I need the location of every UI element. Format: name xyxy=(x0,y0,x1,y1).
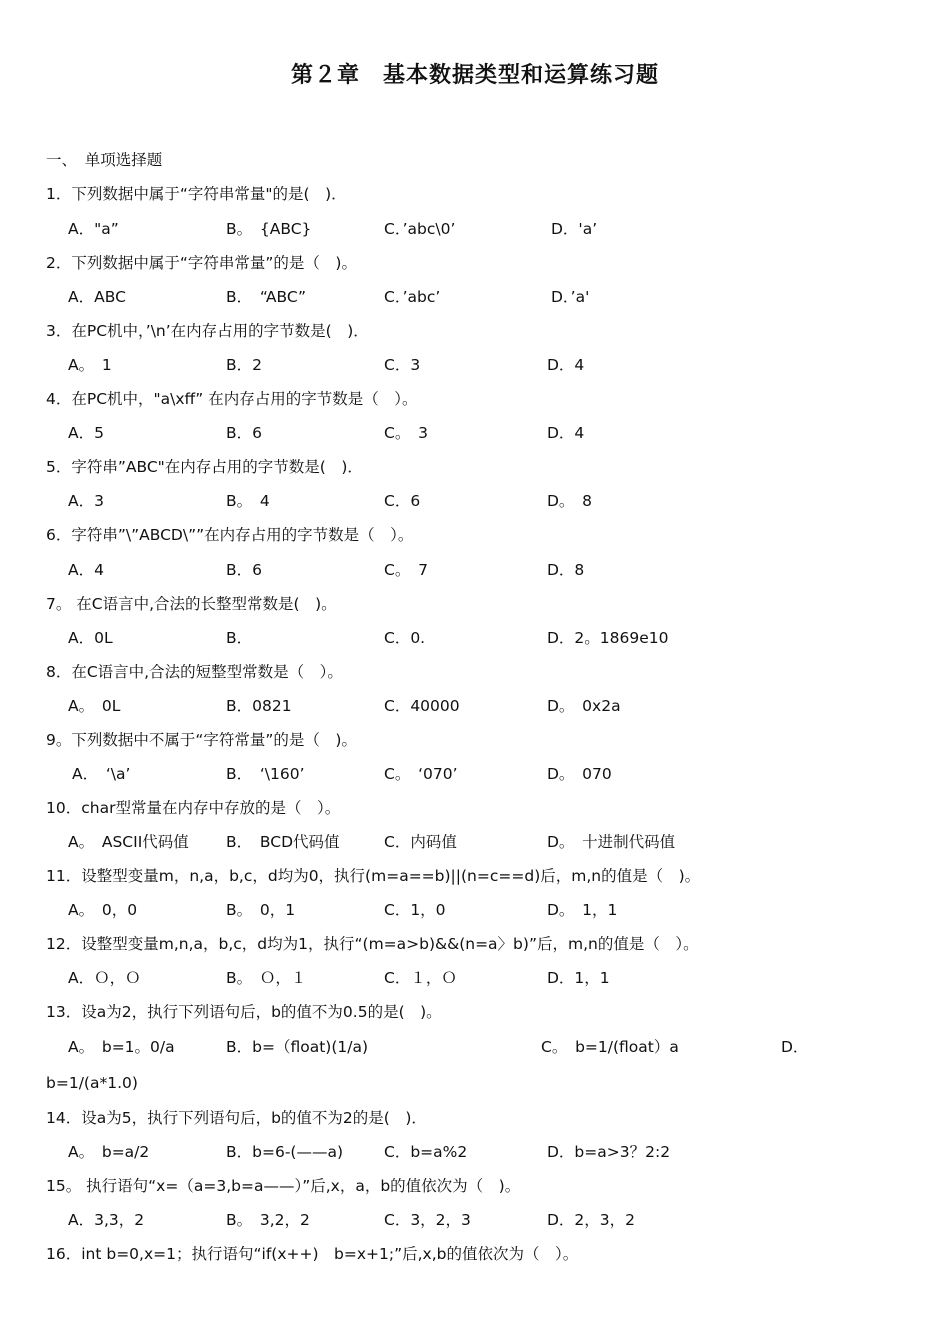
question-6: 6．字符串”\”ABCD\””在内存占用的字节数是（ ）。 xyxy=(46,526,414,544)
option-a: A．3 xyxy=(68,492,104,510)
option-d: D．1，1 xyxy=(547,969,610,987)
option-c: C．3，2，3 xyxy=(384,1211,471,1229)
option-c: C。 ‘070’ xyxy=(384,765,458,783)
option-b: B。 4 xyxy=(226,492,270,510)
option-a: A．3,3，2 xyxy=(68,1211,145,1229)
option-a: A。 0L xyxy=(68,697,121,715)
option-b: B。 {ABC} xyxy=(226,220,312,238)
question-3: 3．在PC机中，’\n’在内存占用的字节数是( )． xyxy=(46,322,369,340)
question-8: 8．在C语言中,合法的短整型常数是（ ）。 xyxy=(46,663,343,681)
option-d: D。 8 xyxy=(547,492,593,510)
question-11: 11．设整型变量m，n,a，b,c，d均为0，执行(m=a==b)||(n=c==d)后，m,n的值是（ )。 xyxy=(46,867,701,885)
option-c: C．b=a%2 xyxy=(384,1143,468,1161)
option-b: B． ‘\160’ xyxy=(226,765,305,783)
option-a: A．ABC xyxy=(68,288,126,306)
option-d: D．'a’ xyxy=(551,220,598,238)
page-title: 第２章 基本数据类型和运算练习题 xyxy=(290,63,659,88)
question-13: 13．设a为2，执行下列语句后，b的值不为0.5的是( )。 xyxy=(46,1003,442,1021)
question-9: 9。下列数据中不属于“字符常量”的是（ )。 xyxy=(46,731,357,749)
option-a: A．0L xyxy=(68,629,113,647)
option-c: C．’abc’ xyxy=(384,288,441,306)
option-a: A。 ASCII代码值 xyxy=(68,833,189,851)
question-14: 14．设a为5，执行下列语句后，b的值不为2的是( )． xyxy=(46,1109,427,1127)
option-b: B． BCD代码值 xyxy=(226,833,340,851)
option-a: A．5 xyxy=(68,424,104,442)
option-b: B．0821 xyxy=(226,697,292,715)
option-b: B。 3,2，2 xyxy=(226,1211,310,1229)
option-b: B。 0，1 xyxy=(226,901,296,919)
option-a: A．"a” xyxy=(68,220,119,238)
question-1: 1．下列数据中属于“字符串常量"的是( )． xyxy=(46,185,347,203)
option-c: C．’abc\0’ xyxy=(384,220,456,238)
option-d: D。 070 xyxy=(547,765,612,783)
option-d: D．’a' xyxy=(551,288,590,306)
question-7: 7。 在C语言中,合法的长整型常数是( )。 xyxy=(46,595,337,613)
option-a: A。 b=a/2 xyxy=(68,1143,150,1161)
option-d: D。 1，1 xyxy=(547,901,618,919)
option-b: B．6 xyxy=(226,561,262,579)
question-15: 15。 执行语句“x=（a=3,b=a——）”后,x，a，b的值依次为（ )。 xyxy=(46,1177,521,1195)
question-2: 2．下列数据中属于“字符串常量”的是（ )。 xyxy=(46,254,357,272)
option-d: D．8 xyxy=(547,561,585,579)
option-c: C．0. xyxy=(384,629,426,647)
option-b: B．b=（float)(1/a) xyxy=(226,1038,369,1056)
option-a: A．4 xyxy=(68,561,104,579)
option-b: B． “ABC” xyxy=(226,288,307,306)
option-d: D。 十进制代码值 xyxy=(547,833,676,851)
option-c: C。 7 xyxy=(384,561,428,579)
option-c: C．6 xyxy=(384,492,421,510)
question-16: 16．int b=0,x=1；执行语句“if(x++) b=x+1;”后,x,b的值依次为（ ）。 xyxy=(46,1245,579,1263)
option-c: C．１，Ｏ xyxy=(384,969,457,987)
option-b: B．6 xyxy=(226,424,262,442)
question-4: 4．在PC机中，"a\xff” 在内存占用的字节数是（ ）。 xyxy=(46,390,418,408)
option-a: A。 0，0 xyxy=(68,901,138,919)
option-a: A。 b=1。0/a xyxy=(68,1038,175,1056)
option-d: D． xyxy=(781,1038,809,1056)
option-d: D．2。1869e10 xyxy=(547,629,669,647)
question-10: 10．char型常量在内存中存放的是（ ）。 xyxy=(46,799,341,817)
option-b: B．b=6-(——a) xyxy=(226,1143,344,1161)
option-c: C．40000 xyxy=(384,697,460,715)
option-a: A． ‘\a’ xyxy=(72,765,131,783)
option-b: B。 Ｏ，１ xyxy=(226,969,307,987)
option-c: C。 3 xyxy=(384,424,428,442)
section-heading: 一、 单项选择题 xyxy=(46,151,163,169)
option-c: C．3 xyxy=(384,356,421,374)
option-a: A．Ｏ，Ｏ xyxy=(68,969,141,987)
option-c: C．内码值 xyxy=(384,833,457,851)
option-b: B． xyxy=(226,629,253,647)
option-b: B．2 xyxy=(226,356,262,374)
option-d: D。 0x2a xyxy=(547,697,621,715)
option-d: D．b=a>3？2:2 xyxy=(547,1143,671,1161)
question-5: 5．字符串”ABC"在内存占用的字节数是( )． xyxy=(46,458,363,476)
question-12: 12．设整型变量m,n,a，b,c，d均为1，执行“(m=a>b)&&(n=a〉b)”后，m,n的值是（ ）。 xyxy=(46,935,699,953)
option-c: C．1，0 xyxy=(384,901,446,919)
option-d: D．2，3，2 xyxy=(547,1211,636,1229)
option-d-continuation: b=1/(a*1.0) xyxy=(46,1074,138,1092)
option-a: A。 1 xyxy=(68,356,112,374)
option-d: D．4 xyxy=(547,424,585,442)
option-c: C。 b=1/(float）a xyxy=(541,1038,679,1056)
option-d: D．4 xyxy=(547,356,585,374)
